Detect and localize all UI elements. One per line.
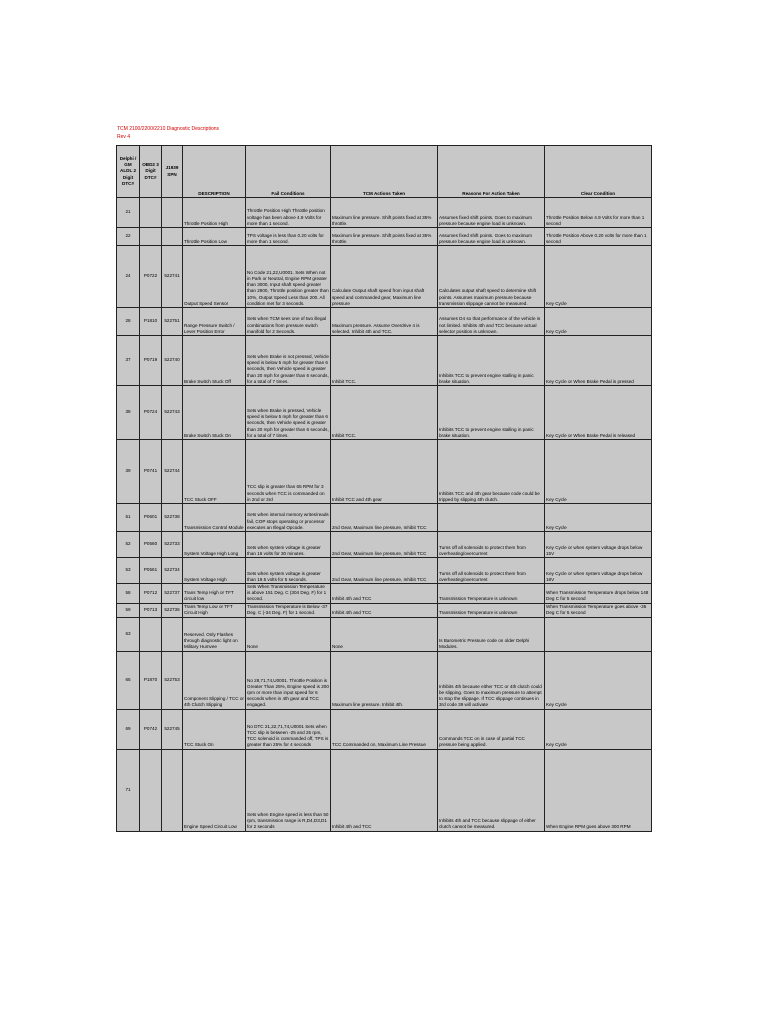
cell-clear-condition: When Transmission Temperature goes above -35 Deg C for 5 second <box>545 603 652 617</box>
cell-fail-conditions: Sets When Transmission Temperature is above 151 Deg. C (304 Deg. F) for 1 second. <box>246 584 331 604</box>
table-row <box>117 584 652 604</box>
cell-j1939-spn: 522737 <box>162 584 183 604</box>
header-reasons: Reasons For Action Taken <box>438 146 545 198</box>
cell-clear-condition: Throttle Position Below 4.9 Volts for more than 1 second <box>545 198 652 228</box>
table-row <box>117 532 652 558</box>
cell-tcm-actions: Maximum line pressure. Inhibit 4th. <box>331 651 438 709</box>
cell-reasons: Inhibits TCC and 4th gear because code could be tripped by slipping 4th clutch. <box>438 440 545 504</box>
cell-obd2-code: P0560 <box>140 532 162 558</box>
table-row <box>117 603 652 617</box>
cell-obd2-code: P0712 <box>140 584 162 604</box>
cell-obd2-code: P0561 <box>140 558 162 584</box>
cell-reasons: Inhibits 4th and TCC because slippage of either clutch cannot be measured. <box>438 749 545 831</box>
cell-clear-condition <box>545 617 652 651</box>
cell-obd2-code: P0742 <box>140 709 162 749</box>
cell-obd2-code: P0719 <box>140 336 162 386</box>
cell-tcm-actions: Maximum line pressure. Shift points fixed at 35% throttle. <box>331 198 438 228</box>
cell-clear-condition: Key Cycle <box>545 246 652 308</box>
cell-dtc-code: 24 <box>117 246 140 308</box>
cell-obd2-code <box>140 228 162 246</box>
cell-reasons: Inhibits 4th because either TCC or 4th clutch could be slipping. Goes to maximum pressure to attempt to stop the slippage. If TCC slippage continues in 3rd code 39 will activate <box>438 651 545 709</box>
cell-clear-condition: Key Cycle <box>545 308 652 336</box>
cell-fail-conditions: Sets when Brake is not pressed, Vehicle speed is below 5 mph for greater than 6 seconds, then Vehicle speed is greater than 20 mph for greater than 6 seconds, for a total of 7 times. <box>246 336 331 386</box>
cell-dtc-code: 59 <box>117 603 140 617</box>
cell-obd2-code: P1870 <box>140 651 162 709</box>
table-row <box>117 558 652 584</box>
cell-dtc-code: 21 <box>117 198 140 228</box>
cell-tcm-actions: 2nd Gear, Maximum line pressure, Inhibit TCC <box>331 532 438 558</box>
diagnostic-code-table <box>116 145 652 832</box>
table-row <box>117 246 652 308</box>
cell-dtc-code: 53 <box>117 558 140 584</box>
cell-reasons: Inhibits TCC to prevent engine stalling in panic brake situation. <box>438 336 545 386</box>
cell-obd2-code <box>140 617 162 651</box>
cell-description: TCC Stuck OFF <box>183 440 246 504</box>
cell-fail-conditions: No DTC 21,22,71,74,U0001 Sets when TCC slip is between -25 and 25 rpm, TCC solenoid is commanded off, TPS is greater than 25% for 4 seconds <box>246 709 331 749</box>
cell-dtc-code: 22 <box>117 228 140 246</box>
cell-dtc-code: 69 <box>117 709 140 749</box>
cell-j1939-spn <box>162 617 183 651</box>
cell-fail-conditions: Sets when system voltage is greater than 16 volts for 30 minutes. <box>246 532 331 558</box>
cell-tcm-actions: Inhibit TCC and 4th gear <box>331 440 438 504</box>
cell-tcm-actions: Inhibit 4th and TCC <box>331 603 438 617</box>
cell-tcm-actions: Inhibit 4th and TCC <box>331 749 438 831</box>
cell-obd2-code <box>140 198 162 228</box>
cell-j1939-spn <box>162 228 183 246</box>
cell-j1939-spn: 522743 <box>162 386 183 440</box>
cell-description: Trans Temp High or TFT circuit low <box>183 584 246 604</box>
cell-tcm-actions: Inhibit TCC. <box>331 336 438 386</box>
cell-j1939-spn: 522753 <box>162 651 183 709</box>
table-row <box>117 440 652 504</box>
cell-obd2-code: P0713 <box>140 603 162 617</box>
cell-tcm-actions: 2nd Gear, Maximum line pressure, Inhibit TCC <box>331 558 438 584</box>
cell-obd2-code: P0601 <box>140 504 162 532</box>
cell-fail-conditions: Sets when internal memory writes/reads fail, COP stops operating or processor executes an Illegal Opcode. <box>246 504 331 532</box>
cell-clear-condition: Key Cycle <box>545 709 652 749</box>
cell-dtc-code: 71 <box>117 749 140 831</box>
header-description: DESCRIPTION <box>183 146 246 198</box>
cell-clear-condition: Key Cycle <box>545 440 652 504</box>
table-row <box>117 617 652 651</box>
cell-fail-conditions: Transmission Temperature is Below -37 Deg. C (-34 Deg. F) for 1 second. <box>246 603 331 617</box>
header-fail-conditions: Fail Conditions <box>246 146 331 198</box>
cell-clear-condition: Throttle Position Above 0.20 volts for more than 1 second <box>545 228 652 246</box>
cell-j1939-spn: 522744 <box>162 440 183 504</box>
cell-fail-conditions: Sets when Brake is pressed, Vehicle speed is below 5 mph for greater than 6 seconds, then Vehicle speed is greater than 20 mph for greater than 6 seconds, for a total of 7 times. <box>246 386 331 440</box>
cell-j1939-spn: 522741 <box>162 246 183 308</box>
cell-reasons: Assumes fixed shift points. Goes to maximum pressure because engine load is unknown. <box>438 198 545 228</box>
cell-reasons: Turns off all solenoids to protect them from overheating/overcurrent <box>438 532 545 558</box>
table-row <box>117 749 652 831</box>
table-row <box>117 386 652 440</box>
cell-clear-condition: Key Cycle or when system voltage drops below 18V <box>545 558 652 584</box>
cell-description: Output Speed Sensor <box>183 246 246 308</box>
cell-reasons: Assumes fixed shift points. Goes to maximum pressure because engine load is unknown. <box>438 228 545 246</box>
table-row <box>117 504 652 532</box>
cell-reasons: Commands TCC on in case of partial TCC pressure being applied. <box>438 709 545 749</box>
cell-description: TCC Stuck On <box>183 709 246 749</box>
header-clear-condition: Clear Condition <box>545 146 652 198</box>
cell-j1939-spn: 522751 <box>162 308 183 336</box>
table-row <box>117 308 652 336</box>
cell-reasons: Calculates output shaft speed to determine shift points. Assumes maximum pressure because transmission slippage cannot be measured. <box>438 246 545 308</box>
cell-description: Reserved. Only Flashes through diagnostic light on Military Humvee <box>183 617 246 651</box>
cell-description: Engine Speed Circuit Low <box>183 749 246 831</box>
cell-description: Brake Switch Stuck On <box>183 386 246 440</box>
cell-reasons: Turns off all solenoids to protect them from overheating/overcurrent <box>438 558 545 584</box>
cell-obd2-code <box>140 749 162 831</box>
cell-description: Brake Switch Stuck Off <box>183 336 246 386</box>
cell-dtc-code: 28 <box>117 308 140 336</box>
table-header-row <box>117 146 652 198</box>
header-j1939-spn: J1939 SPN <box>162 146 183 198</box>
cell-reasons: Assumes D4 so that performance of the vehicle is not limited. Inhibits 4th and TCC because actual selector position is unknown. <box>438 308 545 336</box>
cell-reasons: Transmission Temperature is unknown <box>438 584 545 604</box>
cell-j1939-spn: 522734 <box>162 558 183 584</box>
cell-clear-condition: Key Cycle or When Brake Pedal is released <box>545 386 652 440</box>
cell-reasons <box>438 504 545 532</box>
cell-j1939-spn <box>162 749 183 831</box>
cell-clear-condition: Key Cycle or When Brake Pedal is pressed <box>545 336 652 386</box>
cell-description: Trans Temp Low or TFT Circuit High <box>183 603 246 617</box>
cell-dtc-code: 52 <box>117 532 140 558</box>
header-obd2-dtc: OBD2 3 Digit DTC# <box>140 146 162 198</box>
cell-dtc-code: 58 <box>117 584 140 604</box>
cell-fail-conditions: Throttle Position High Throttle position voltage has been above 4.9 Volts for more than 1 second. <box>246 198 331 228</box>
cell-reasons: Transmission Temperature is unknown <box>438 603 545 617</box>
cell-dtc-code: 51 <box>117 504 140 532</box>
cell-j1939-spn: 522736 <box>162 603 183 617</box>
cell-tcm-actions: TCC Commanded on, Maximum Line Pressue <box>331 709 438 749</box>
cell-description: Transmission Control Module <box>183 504 246 532</box>
table-row <box>117 651 652 709</box>
cell-fail-conditions: TPS voltage is less than 0.20 volts for more than 1 second. <box>246 228 331 246</box>
cell-obd2-code: P0722 <box>140 246 162 308</box>
cell-dtc-code: 65 <box>117 651 140 709</box>
cell-dtc-code: 37 <box>117 336 140 386</box>
table-row <box>117 198 652 228</box>
cell-fail-conditions: TCC slip is greater than 65 RPM for 3 seconds when TCC is commanded on in 2nd or 3rd <box>246 440 331 504</box>
cell-tcm-actions: Maximum pressure. Assume Overdrive 4 is selected. Inhibit 4th and TCC. <box>331 308 438 336</box>
cell-obd2-code: P1810 <box>140 308 162 336</box>
table-row <box>117 336 652 386</box>
cell-fail-conditions: No Code 21,22,U0001. Sets When not in Park or Neutral, Engine RPM greater than 3000, Input shaft speed greater than 2800, Throttle position greater than 10%, Output Speed Less than 200. All condition met for 3 seconds. <box>246 246 331 308</box>
cell-j1939-spn: 522738 <box>162 504 183 532</box>
cell-description: Throttle Position High <box>183 198 246 228</box>
cell-description: System Voltage High Long <box>183 532 246 558</box>
cell-j1939-spn: 522740 <box>162 336 183 386</box>
cell-tcm-actions: None <box>331 617 438 651</box>
document-title: TCM 2100/2200/2210 Diagnostic Descriptions <box>117 126 219 132</box>
cell-tcm-actions: Inhibit TCC. <box>331 386 438 440</box>
cell-description: Range Pressure Switch / Lever Position Error <box>183 308 246 336</box>
cell-fail-conditions: No 28,71,74,U0001. Throttle Position is Greater Than 25%, Engine speed is 200 rpm or more than input speed for 6 seconds when in 4th gear and TCC engaged. <box>246 651 331 709</box>
cell-clear-condition: Key Cycle or when system voltage drops below 15V <box>545 532 652 558</box>
header-tcm-actions: TCM Actions Taken <box>331 146 438 198</box>
cell-fail-conditions: Sets when Engine speed is less than 50 rpm, transmission range is R,D4,D3,D1 for 2 seconds <box>246 749 331 831</box>
document-revision: Rev 4 <box>117 134 131 140</box>
cell-description: System Voltage High <box>183 558 246 584</box>
cell-reasons: Inhibits TCC to prevent engine stalling in panic brake situation. <box>438 386 545 440</box>
cell-obd2-code: P0724 <box>140 386 162 440</box>
cell-obd2-code: P0741 <box>140 440 162 504</box>
header-delphi-dtc: Delphi / GM ALDL 2 Digit DTC# <box>117 146 140 198</box>
cell-description: Component Slipping / TCC or 4th Clutch Slipping <box>183 651 246 709</box>
cell-fail-conditions: Sets when TCM sees one of two illegal combinations from pressure switch manifold for 2 Seconds. <box>246 308 331 336</box>
cell-reasons: Is Barometric Pressure code on older Delphi Modules. <box>438 617 545 651</box>
cell-clear-condition: When Engine RPM goes above 300 RPM <box>545 749 652 831</box>
cell-tcm-actions: Calculate Output shaft speed from input shaft speed and commanded gear, Maximum line pressure <box>331 246 438 308</box>
cell-j1939-spn <box>162 198 183 228</box>
cell-j1939-spn: 522733 <box>162 532 183 558</box>
cell-clear-condition: Key Cycle <box>545 651 652 709</box>
table-row <box>117 228 652 246</box>
cell-description: Throttle Position Low <box>183 228 246 246</box>
cell-fail-conditions: None <box>246 617 331 651</box>
table-row <box>117 709 652 749</box>
cell-tcm-actions: 2nd Gear, Maximum line pressure, Inhibit TCC <box>331 504 438 532</box>
cell-tcm-actions: Maximum line pressure. Shift points fixed at 35% throttle. <box>331 228 438 246</box>
cell-clear-condition: When Transmission Temperature drops below 148 Deg C for 5 second <box>545 584 652 604</box>
cell-dtc-code: 39 <box>117 440 140 504</box>
cell-tcm-actions: Inhibit 4th and TCC <box>331 584 438 604</box>
cell-dtc-code: 38 <box>117 386 140 440</box>
cell-dtc-code: 63 <box>117 617 140 651</box>
cell-j1939-spn: 522745 <box>162 709 183 749</box>
cell-fail-conditions: Sets when system voltage is greater than 19.5 volts for 5 seconds. <box>246 558 331 584</box>
cell-clear-condition: Key Cycle <box>545 504 652 532</box>
